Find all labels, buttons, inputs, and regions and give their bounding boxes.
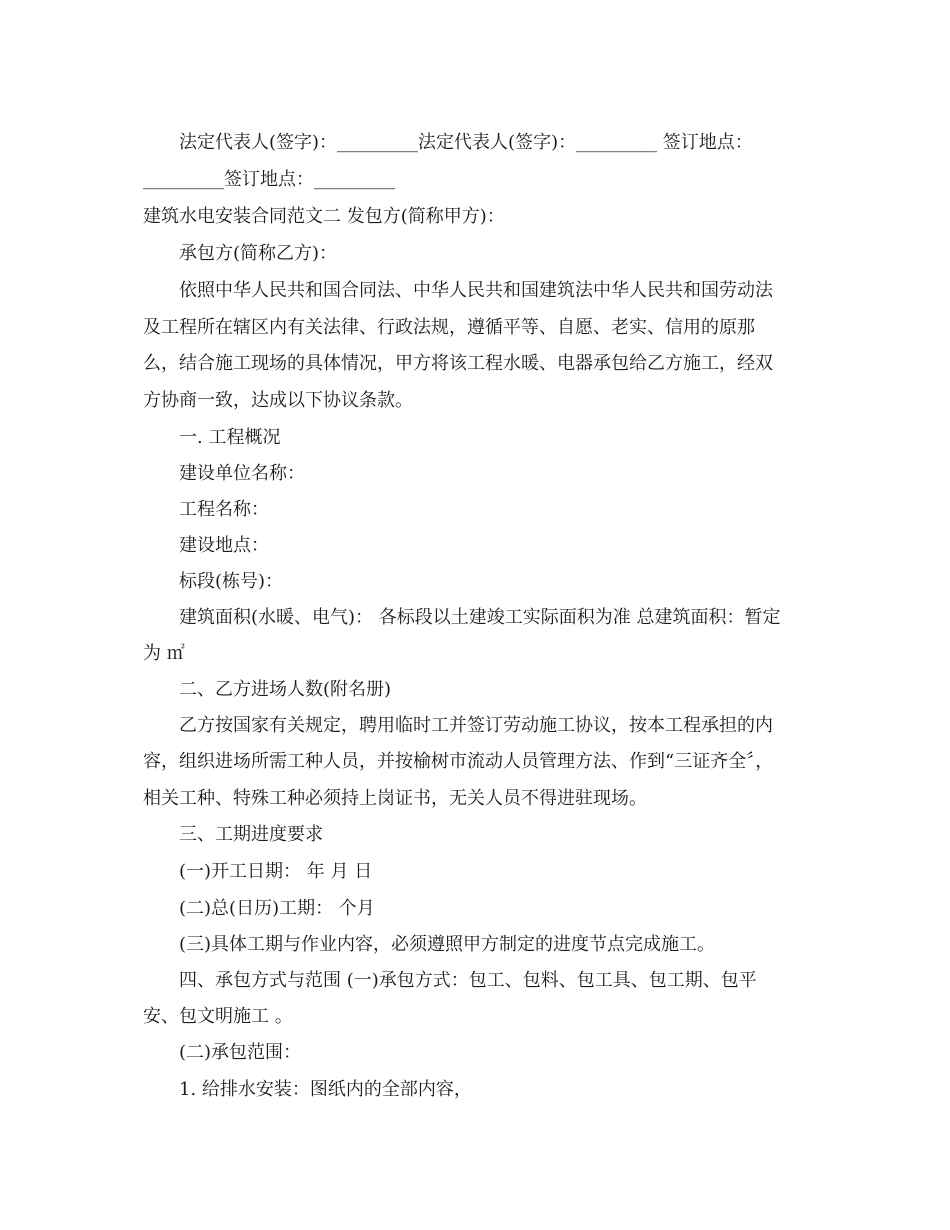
preamble-line-3: 么，结合施工现场的具体情况，甲方将该工程水暖、电器承包给乙方施工，经双 — [143, 353, 773, 374]
section-heading: 一. 工程概况 — [179, 427, 281, 448]
staffing-line-2: 容，组织进场所需工种人员，并按榆树市流动人员管理方法、作到“三证齐全〞， — [143, 751, 774, 772]
schedule-line: (二)总(日历)工期： 个月 — [179, 898, 375, 919]
schedule-line: (三)具体工期与作业内容，必须遵照甲方制定的进度节点完成施工。 — [179, 934, 716, 955]
field-line: 建设单位名称： — [179, 463, 305, 484]
schedule-line: (一)开工日期： 年 月 日 — [179, 861, 373, 882]
staffing-line-1: 乙方按国家有关规定，聘用临时工并签订劳动施工协议，按本工程承担的内 — [179, 715, 773, 736]
signature-location-line: _________签订地点：_________ — [143, 169, 395, 190]
preamble-line-1: 依照中华人民共和国合同法、中华人民共和国建筑法中华人民共和国劳动法 — [179, 280, 773, 301]
section-heading: 三、工期进度要求 — [179, 824, 323, 845]
field-line: 工程名称： — [179, 499, 269, 520]
scope-heading: (二)承包范围： — [179, 1042, 302, 1063]
contractor-line: 承包方(简称乙方)： — [179, 243, 338, 264]
scope-item: 1. 给排水安装：图纸内的全部内容， — [179, 1079, 472, 1100]
field-line: 建设地点： — [179, 535, 269, 556]
preamble-line-4: 方协商一致，达成以下协议条款。 — [143, 390, 413, 411]
area-line-1: 建筑面积(水暖、电气)： 各标段以土建竣工实际面积为准 总建筑面积：暂定 — [179, 607, 781, 628]
preamble-line-2: 及工程所在辖区内有关法律、行政法规，遵循平等、自愿、老实、信用的原那 — [143, 317, 755, 338]
area-line-2: 为 ㎡ — [143, 643, 185, 664]
signature-line: 法定代表人(签字)：_________法定代表人(签字)：_________ 签订地点： — [179, 132, 753, 153]
field-line: 标段(栋号)： — [179, 571, 284, 592]
staffing-line-3: 相关工种、特殊工种必须持上岗证书，无关人员不得进驻现场。 — [143, 788, 647, 809]
scope-line-2: 安、包文明施工 。 — [143, 1006, 293, 1027]
section-heading: 二、乙方进场人数(附名册) — [179, 679, 392, 700]
contract-title-line: 建筑水电安装合同范文二 发包方(简称甲方)： — [143, 206, 505, 227]
scope-line-1: 四、承包方式与范围 (一)承包方式：包工、包料、包工具、包工期、包平 — [179, 970, 757, 991]
